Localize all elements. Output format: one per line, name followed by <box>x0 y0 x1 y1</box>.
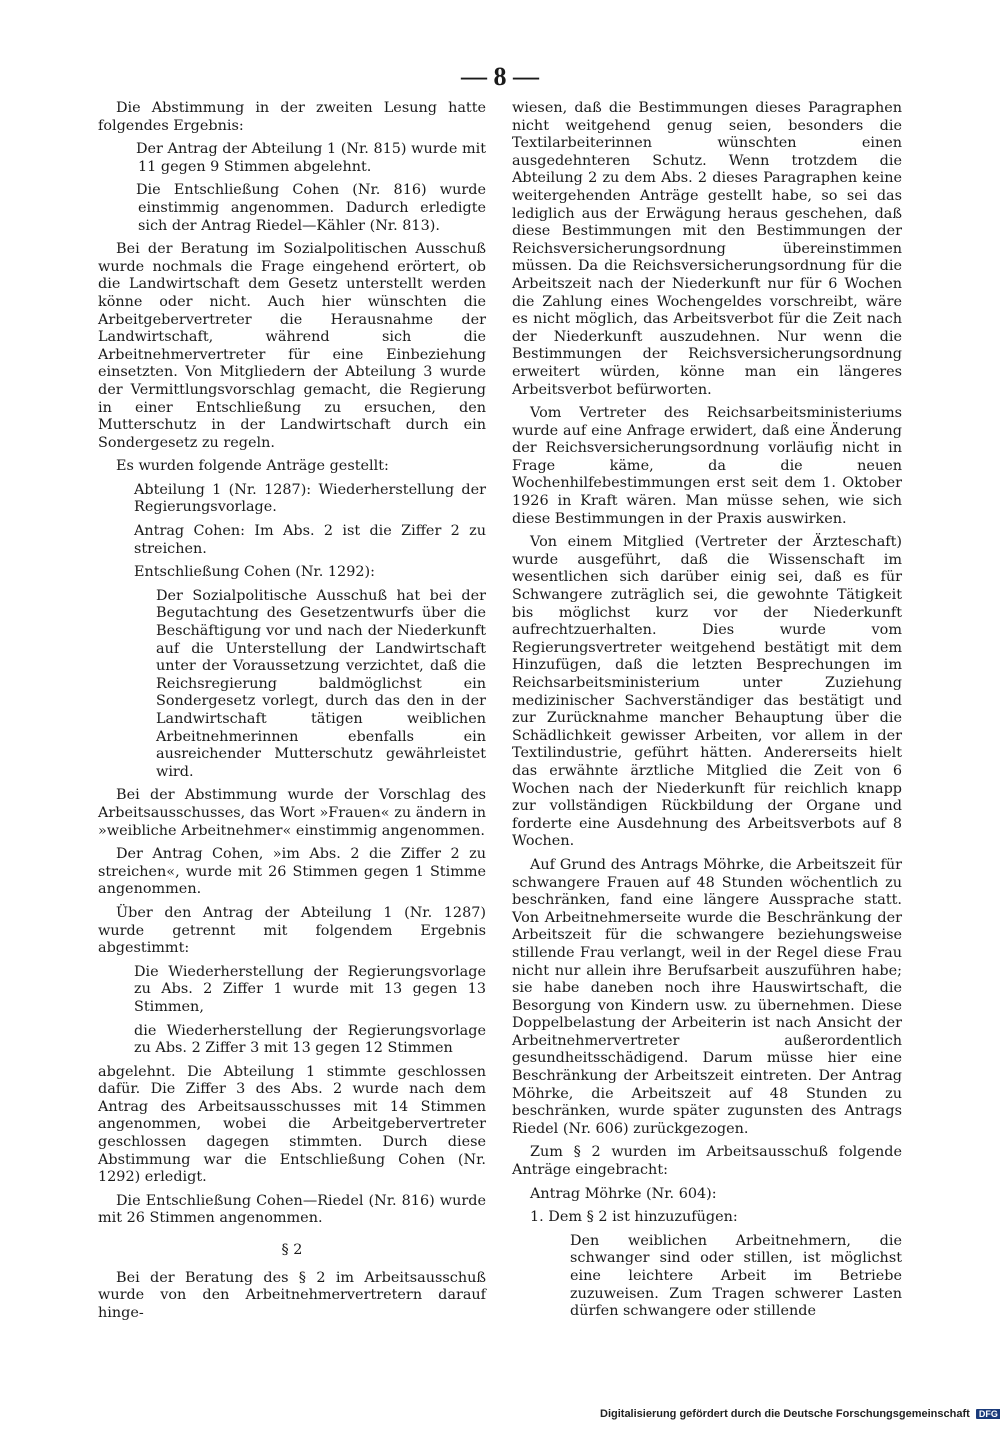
paragraph: Der Antrag Cohen, »im Abs. 2 die Ziffer 2 zu streichen«, wurde mit 26 Stimmen gegen 1 Stimme angenommen. <box>98 846 486 898</box>
paragraph: Die Entschließung Cohen (Nr. 816) wurde einstimmig angenommen. Dadurch erledigte sich der Antrag Riedel—Kähler (Nr. 813). <box>136 182 486 234</box>
paragraph: Die Wiederherstellung der Regierungsvorlage zu Abs. 2 Ziffer 1 wurde mit 13 gegen 13 Stimmen, <box>134 963 486 1015</box>
footer-credit <box>600 1408 998 1420</box>
paragraph: Abteilung 1 (Nr. 1287): Wiederherstellung der Regierungsvorlage. <box>134 481 486 516</box>
page-number: — 8 — <box>461 62 539 91</box>
paragraph: Bei der Beratung des § 2 im Arbeitsausschuß wurde von den Arbeitnehmervertretern darauf hinge- <box>98 1269 486 1321</box>
paragraph: die Wiederherstellung der Regierungsvorlage zu Abs. 2 Ziffer 3 mit 13 gegen 12 Stimmen <box>134 1022 486 1057</box>
footer-text: Digitalisierung gefördert durch die Deutsche Forschungsgemeinschaft <box>600 1408 970 1420</box>
paragraph: Auf Grund des Antrags Möhrke, die Arbeitszeit für schwangere Frauen auf 48 Stunden wöchentlich zu beschränken, fand eine längere Aussprache statt. Von Arbeitnehmerseite wurde die Beschränkung der Arbeitszeit für die schwangere beziehungsweise stillende Frau verlangt, weil in der Regel diese Frau nicht nur allein ihre Berufsarbeit auszuführen habe; sie habe daneben noch ihre Hauswirtschaft, die Besorgung von Kindern usw. zu übernehmen. Diese Doppelbelastung der Arbeiterin ist nach Ansicht der Arbeitnehmervertreter außerordentlich gesundheitsschädigend. Darum müsse hier eine Beschränkung der Arbeitszeit eintreten. Der Antrag Möhrke, die Arbeitszeit auf 48 Stunden zu beschränken, wurde später zugunsten des Antrags Riedel (Nr. 606) zurückgezogen. <box>512 856 902 1137</box>
left-column <box>98 100 486 1328</box>
paragraph: Antrag Möhrke (Nr. 604): <box>530 1185 717 1202</box>
paragraph: Die Abstimmung in der zweiten Lesung hatte folgendes Ergebnis: <box>98 100 486 134</box>
paragraph: Der Sozialpolitische Ausschuß hat bei der Begutachtung des Gesetzentwurfs über die Beschäftigung vor und nach der Niederkunft auf die Unterstellung der Landwirtschaft unter der Voraussetzung verzichtet, daß die Reichsregierung baldmöglichst ein Sondergesetz vorlegt, durch das den in der Landwirtschaft tätigen weiblichen Arbeitnehmerinnen ebenfalls ein ausreichender Mutterschutz gewährleistet wird. <box>156 587 486 780</box>
paragraph: Zum § 2 wurden im Arbeitsausschuß folgende Anträge eingebracht: <box>512 1144 902 1179</box>
paragraph: Bei der Beratung im Sozialpolitischen Ausschuß wurde nochmals die Frage eingehend erörtert, ob die Landwirtschaft dem Gesetz unterstellt werden könne oder nicht. Auch hier wünschten die Arbeitgebervertreter die Herausnahme der Landwirtschaft, während sich die Arbeitnehmervertreter für eine Einbeziehung einsetzten. Von Mitgliedern der Abteilung 3 wurde der Vermittlungsvorschlag gemacht, die Regierung in einer Entschließung zu ersuchen, den Mutterschutz in der Landwirtschaft durch ein Sondergesetz zu regeln. <box>98 241 486 451</box>
paragraph: Entschließung Cohen (Nr. 1292): <box>134 564 375 581</box>
paragraph: Den weiblichen Arbeitnehmern, die schwanger sind oder stillen, ist möglichst eine leichtere Arbeit im Betriebe zuzuweisen. Zum Tragen schwerer Lasten dürfen schwangere oder stillende <box>570 1232 902 1320</box>
paragraph: Bei der Abstimmung wurde der Vorschlag des Arbeitsausschusses, das Wort »Frauen« zu ändern in »weibliche Arbeitnehmer« einstimmig angenommen. <box>98 787 486 839</box>
paragraph: Die Entschließung Cohen—Riedel (Nr. 816) wurde mit 26 Stimmen angenommen. <box>98 1192 486 1227</box>
paragraph: Es wurden folgende Anträge gestellt: <box>116 458 389 475</box>
paragraph: 1. Dem § 2 ist hinzuzufügen: <box>530 1209 738 1226</box>
paragraph: Der Antrag der Abteilung 1 (Nr. 815) wurde mit 11 gegen 9 Stimmen abgelehnt. <box>136 141 486 175</box>
paragraph: Über den Antrag der Abteilung 1 (Nr. 1287) wurde getrennt mit folgendem Ergebnis abgestimmt: <box>98 904 486 957</box>
paragraph: Vom Vertreter des Reichsarbeitsministeriums wurde auf eine Anfrage erwidert, daß eine Änderung der Reichsversicherungsordnung vorläufig nicht in Frage käme, da die neuen Wochenhilfebestimmungen erst seit dem 1. Oktober 1926 in Kraft wären. Man müsse sehen, wie sich diese Bestimmungen in der Praxis auswirken. <box>512 405 902 527</box>
paragraph: abgelehnt. Die Abteilung 1 stimmte geschlossen dafür. Die Ziffer 3 des Abs. 2 wurde nach dem Antrag des Arbeitsausschusses mit 14 Stimmen angenommen, wobei die Arbeitgebervertreter geschlossen dagegen stimmten. Durch diese Abstimmung war die Entschließung Cohen (Nr. 1292) erledigt. <box>98 1063 486 1186</box>
section-heading: § 2 <box>281 1242 303 1259</box>
right-column <box>512 100 902 1327</box>
paragraph: Von einem Mitglied (Vertreter der Ärzteschaft) wurde ausgeführt, daß die Wissenschaft im wesentlichen sich darüber einig sei, daß es für Schwangere zuträglich sei, die gewohnte Tätigkeit bis möglichst kurz vor der Niederkunft aufrechtzuerhalten. Dies wurde vom Regierungsvertreter weitgehend bestätigt mit dem Hinzufügen, daß die letzten Besprechungen im Reichsarbeitsministerium unter Zuziehung medizinischer Sachverständiger das bestätigt und zur Zurücknahme mancher Behauptung über die Schädlichkeit gewisser Arbeiten, vor allem in der Textilindustrie, geführt hätten. Andererseits hielt das erwähnte ärztliche Mitglied die Zeit von 6 Wochen nach der Niederkunft für reichlich knapp zur vollständigen Rückbildung der Organe und forderte eine Ausdehnung des Arbeitsverbots auf 8 Wochen. <box>512 534 902 850</box>
dfg-logo-icon: DFG <box>976 1409 1000 1419</box>
paragraph: wiesen, daß die Bestimmungen dieses Paragraphen nicht weitgehend genug seien, besonders die Textilarbeiterinnen wünschten einen ausgedehnteren Schutz. Wenn trotzdem die Abteilung 2 zu dem Abs. 2 dieses Paragraphen keine weitergehenden Anträge gestellt habe, so sei das lediglich aus der Erwägung heraus geschehen, daß diese Bestimmungen mit den Bestimmungen der Reichsversicherungsordnung übereinstimmen müssen. Da die Reichsversicherungsordnung für die Arbeitszeit nach der Niederkunft nur für 6 Wochen die Zahlung eines Wochengeldes vorschreibt, wäre es nicht möglich, das Arbeitsverbot für die Zeit nach der Niederkunft auszudehnen. Nur wenn die Bestimmungen der Reichsversicherungsordnung erweitert würden, könne man ein längeres Arbeitsverbot befürworten. <box>512 100 902 398</box>
paragraph: Antrag Cohen: Im Abs. 2 ist die Ziffer 2 zu streichen. <box>134 523 486 557</box>
